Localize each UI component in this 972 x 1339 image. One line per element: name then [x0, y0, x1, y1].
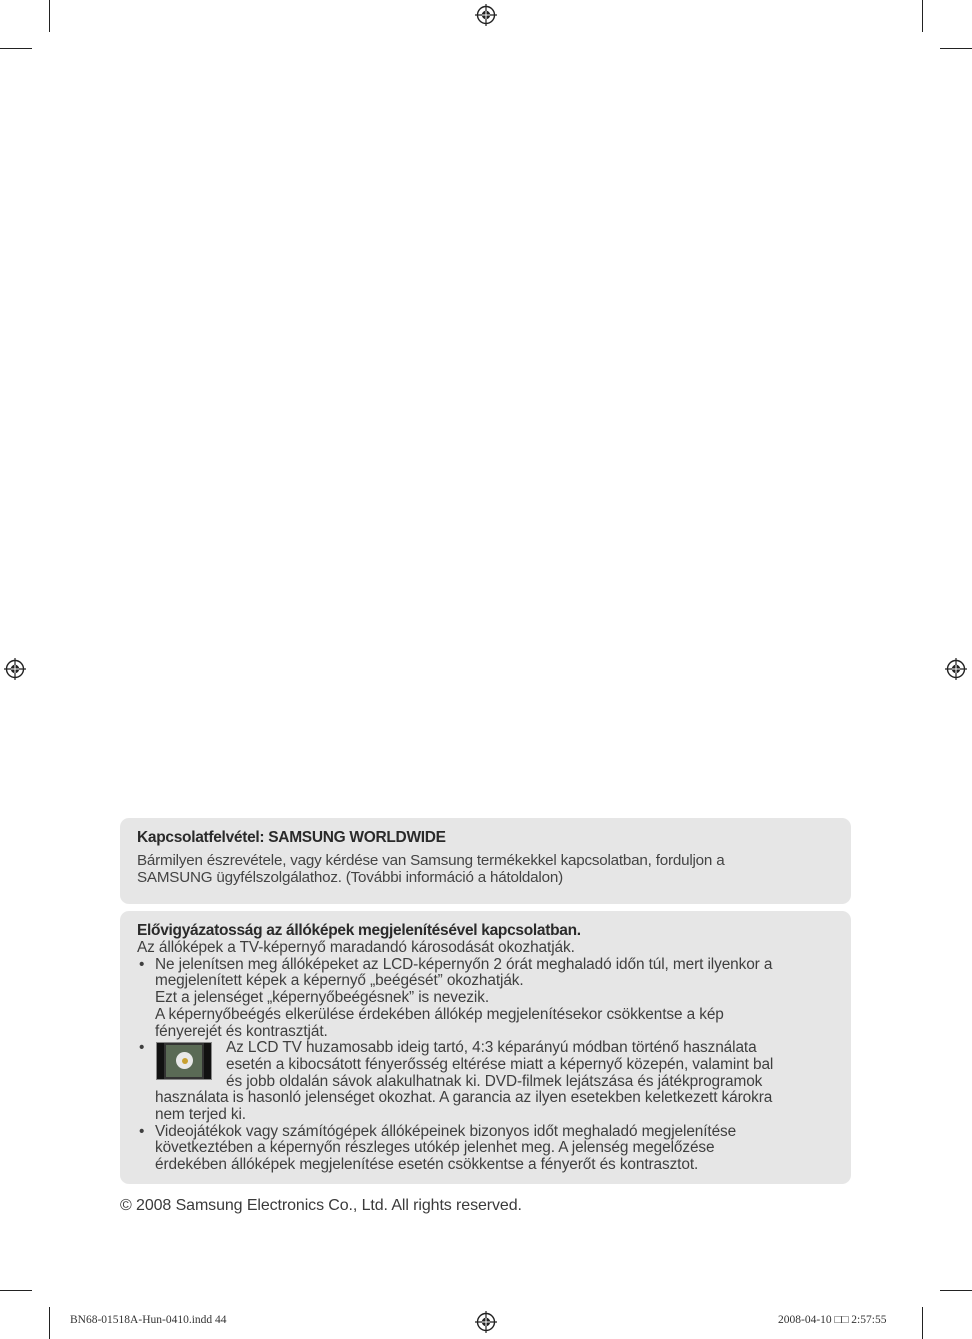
- crop-mark: [49, 0, 50, 32]
- caution-text-line: és jobb oldalán sávok alakulhatnak ki. DVD-filmek lejátszása és játékprogramok: [226, 1072, 763, 1090]
- caution-text-line: esetén a kibocsátott fényerősség eltérése miatt a képernyő közepén, valamint bal: [226, 1055, 774, 1073]
- registration-mark-icon: [945, 658, 967, 680]
- crop-mark: [0, 1290, 32, 1291]
- contact-title: Kapcsolatfelvétel: SAMSUNG WORLDWIDE: [137, 829, 446, 846]
- caution-list-item: [137, 957, 839, 1041]
- bullet: •: [139, 1122, 145, 1140]
- caution-text-line: A képernyőbeégés elkerülése érdekében állókép megjelenítésekor csökkentse a kép: [155, 1005, 724, 1023]
- crop-mark: [940, 1290, 972, 1291]
- bullet: •: [139, 955, 145, 973]
- still-image-caution-box: [120, 911, 851, 1184]
- caution-text-line: következtében a képernyőn részleges utókép jelenhet meg. A jelenség megelőzése: [155, 1139, 715, 1157]
- caution-text-line: Videojátékok vagy számítógépek állóképeinek bizonyos időt meghaladó megjelenítése: [155, 1122, 737, 1140]
- caution-text-line: Ne jelenítsen meg állóképeket az LCD-képernyőn 2 órát meghaladó időn túl, mert ilyenkor a: [155, 955, 773, 973]
- registration-mark-icon: [4, 658, 26, 680]
- registration-mark-icon: [475, 1311, 497, 1333]
- caution-text-line: érdekében állóképek megjelenítése esetén csökkentse a fényerőt és kontrasztot.: [155, 1156, 699, 1174]
- caution-text-line: Ezt a jelenséget „képernyőbeégésnek” is nevezik.: [155, 989, 489, 1007]
- print-slug-file: BN68-01518A-Hun-0410.indd 44: [70, 1314, 227, 1326]
- registration-mark-icon: [475, 4, 497, 26]
- caution-text-line: használata is hasonló jelenséget okozhat. A garancia az ilyen esetekben keletkezett károkra: [155, 1089, 773, 1107]
- contact-text-line: SAMSUNG ügyfélszolgálathoz. (További információ a hátoldalon): [137, 869, 563, 886]
- copyright-notice: © 2008 Samsung Electronics Co., Ltd. All rights reserved.: [120, 1197, 522, 1214]
- print-slug-timestamp: 2008-04-10 □□ 2:57:55: [778, 1314, 887, 1326]
- crop-mark: [0, 48, 32, 49]
- caution-intro: Az állóképek a TV-képernyő maradandó károsodását okozhatják.: [137, 939, 575, 956]
- caution-list-item: [137, 1124, 839, 1174]
- crop-mark: [49, 1307, 50, 1339]
- crop-mark: [922, 0, 923, 32]
- contact-box: [120, 818, 851, 904]
- crop-mark: [940, 48, 972, 49]
- crop-mark: [922, 1307, 923, 1339]
- caution-title: Elővigyázatosság az állóképek megjelenítésével kapcsolatban.: [137, 922, 581, 939]
- caution-text-line: nem terjed ki.: [155, 1106, 246, 1124]
- caution-list-item: [137, 1040, 839, 1124]
- bullet: •: [139, 1039, 145, 1057]
- tv-4-3-sidebars-image: [156, 1042, 212, 1080]
- caution-text-line: megjelenített képek a képernyő „beégését” okozhatják.: [155, 972, 524, 990]
- caution-text-line: Az LCD TV huzamosabb ideig tartó, 4:3 képarányú módban történő használata: [226, 1039, 757, 1057]
- caution-text-line: fényerejét és kontrasztját.: [155, 1022, 328, 1040]
- contact-text-line: Bármilyen észrevétele, vagy kérdése van Samsung termékekkel kapcsolatban, forduljon a: [137, 852, 725, 869]
